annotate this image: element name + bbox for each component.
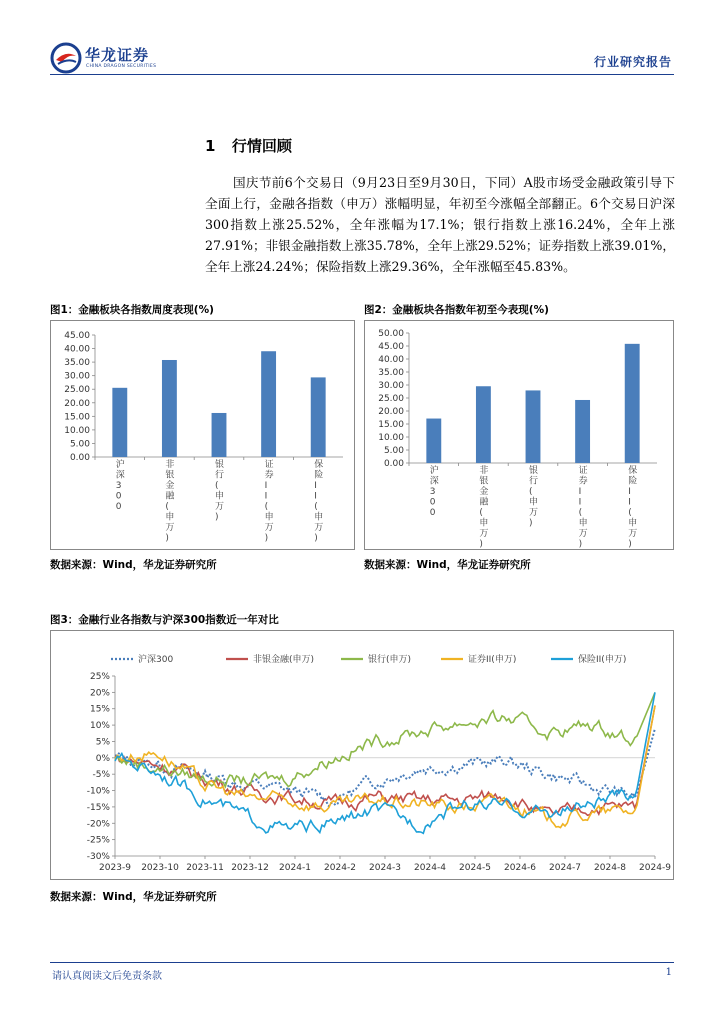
x-tick-label: 2024-6 [504,863,536,873]
x-tick-label: 沪深 3 0 0 [429,466,439,518]
y-tick-label: 10.00 [378,433,404,443]
legend-label: 银行(申万) [368,655,412,665]
y-tick-label: 5.00 [69,439,90,450]
y-tick-label: 45.00 [378,342,404,352]
legend-label: 证券II(申万) [468,655,517,665]
y-tick-label: -30% [86,852,110,862]
fig3-source: 数据来源：Wind，华龙证券研究所 [50,891,217,903]
x-tick-label: 2024-8 [594,863,626,873]
legend-label: 非银金融(申万) [253,655,315,665]
y-tick-label: -15% [86,802,110,813]
legend-label: 保险II(申万) [578,655,627,665]
x-tick-label: 2024-1 [279,863,311,873]
fig1-source: 数据来源：Wind，华龙证券研究所 [50,559,217,571]
y-tick-label: 15.00 [64,412,90,423]
bar [526,390,541,463]
x-tick-label: 2024-7 [549,863,581,873]
y-tick-label: 10% [89,721,110,732]
series-line [115,706,655,816]
y-tick-label: 20.00 [64,398,90,409]
section-number: 1 [205,137,216,155]
fig1-caption: 图1：金融板块各指数周度表现(%) [50,304,214,316]
section-paragraph: 国庆节前6个交易日（9月23日至9月30日，下同）A股市场受金融政策引导下全面上行，金融各指数（申万）涨幅明显，年初至今涨幅全部翻正。6个交易日沪深300指数上涨25.52%，全年涨幅为17.1%；银行指数上涨16.24%，全年上涨27.91%；非银金融指数上涨35.78%，全年上涨29.52%；证券指数上涨39.01%，全年上涨24.24%；保险指数上涨29.36%，全年涨幅至45.83%。 [205,175,675,274]
y-tick-label: 30.00 [64,371,90,382]
bar [261,351,276,457]
fig2-caption: 图2：金融板块各指数年初至今表现(%) [364,304,549,316]
y-tick-label: 30.00 [378,381,404,391]
y-tick-label: 20.00 [378,407,404,417]
report-type: 行业研究报告 [593,55,672,69]
x-tick-label: 2023-12 [231,863,269,873]
x-tick-label: 证券 I I (申万) [578,466,588,549]
bar [575,400,590,463]
bar [625,344,640,463]
logo [50,42,82,74]
x-tick-label: 沪深 3 0 0 [115,460,125,512]
fig2-source: 数据来源：Wind，华龙证券研究所 [364,559,531,571]
y-tick-label: 10.00 [64,425,90,436]
section-heading [205,135,292,156]
fig3-chart [51,631,673,879]
brand-name-en: CHINA DRAGON SECURITIES [86,64,157,69]
header-divider [50,74,674,75]
y-tick-label: 50.00 [378,329,404,339]
x-tick-label: 2024-9 [639,863,671,873]
y-tick-label: 0% [95,753,110,764]
y-tick-label: 40.00 [378,355,404,365]
y-tick-label: 15% [89,704,110,715]
bar [476,386,491,463]
x-tick-label: 2024-2 [324,863,356,873]
y-tick-label: 45.00 [64,331,90,341]
x-tick-label: 2024-4 [414,863,446,873]
y-tick-label: 25% [89,672,110,682]
y-tick-label: 5% [95,737,110,748]
series-line [115,728,655,806]
footer-divider [50,962,674,963]
x-tick-label: 2024-3 [369,863,401,873]
y-tick-label: 35.00 [378,368,404,378]
fig3-caption: 图3：金融行业各指数与沪深300指数近一年对比 [50,614,279,626]
x-tick-label: 2023-10 [141,863,179,873]
x-tick-label: 非银金融(申万) [479,466,489,549]
y-tick-label: 40.00 [64,344,90,355]
y-tick-label: 5.00 [383,446,404,456]
bar [311,377,326,457]
fig1-box [50,320,355,550]
y-tick-label: -20% [86,819,110,830]
x-tick-label: 银行(申万) [215,460,225,523]
bar [162,360,177,457]
brand-name-cn: 华龙证券 [85,46,150,64]
y-tick-label: 35.00 [64,358,90,369]
y-tick-label: -25% [86,835,110,846]
y-tick-label: -10% [86,786,110,797]
x-tick-label: 保险 I I (申万) [628,466,638,549]
x-tick-label: 2023-11 [186,863,224,873]
dragon-logo-icon [50,42,82,74]
bar [426,419,441,463]
y-tick-label: 0.00 [69,453,90,463]
y-tick-label: 15.00 [378,420,404,430]
footer-disclaimer: 请认真阅读文后免责条款 [52,971,162,982]
fig2-box [364,320,674,550]
y-tick-label: -5% [92,770,110,781]
page-number: 1 [665,967,672,978]
y-tick-label: 20% [89,688,110,699]
series-line [115,692,655,833]
bar [212,413,227,457]
x-tick-label: 2023-9 [99,863,131,873]
y-tick-label: 0.00 [383,459,404,469]
fig3-box [50,630,674,880]
section-title: 行情回顾 [231,137,292,155]
y-tick-label: 25.00 [64,385,90,396]
legend-label: 沪深300 [138,655,174,665]
x-tick-label: 证券 I I (申万) [264,460,274,544]
x-tick-label: 非银金融(申万) [165,460,175,544]
bar [112,388,127,457]
x-tick-label: 2024-5 [459,863,491,873]
fig2-chart [365,321,673,549]
x-tick-label: 保险 I I (申万) [314,460,324,544]
fig1-chart [51,321,354,549]
x-tick-label: 银行(申万) [529,466,539,529]
y-tick-label: 25.00 [378,394,404,404]
